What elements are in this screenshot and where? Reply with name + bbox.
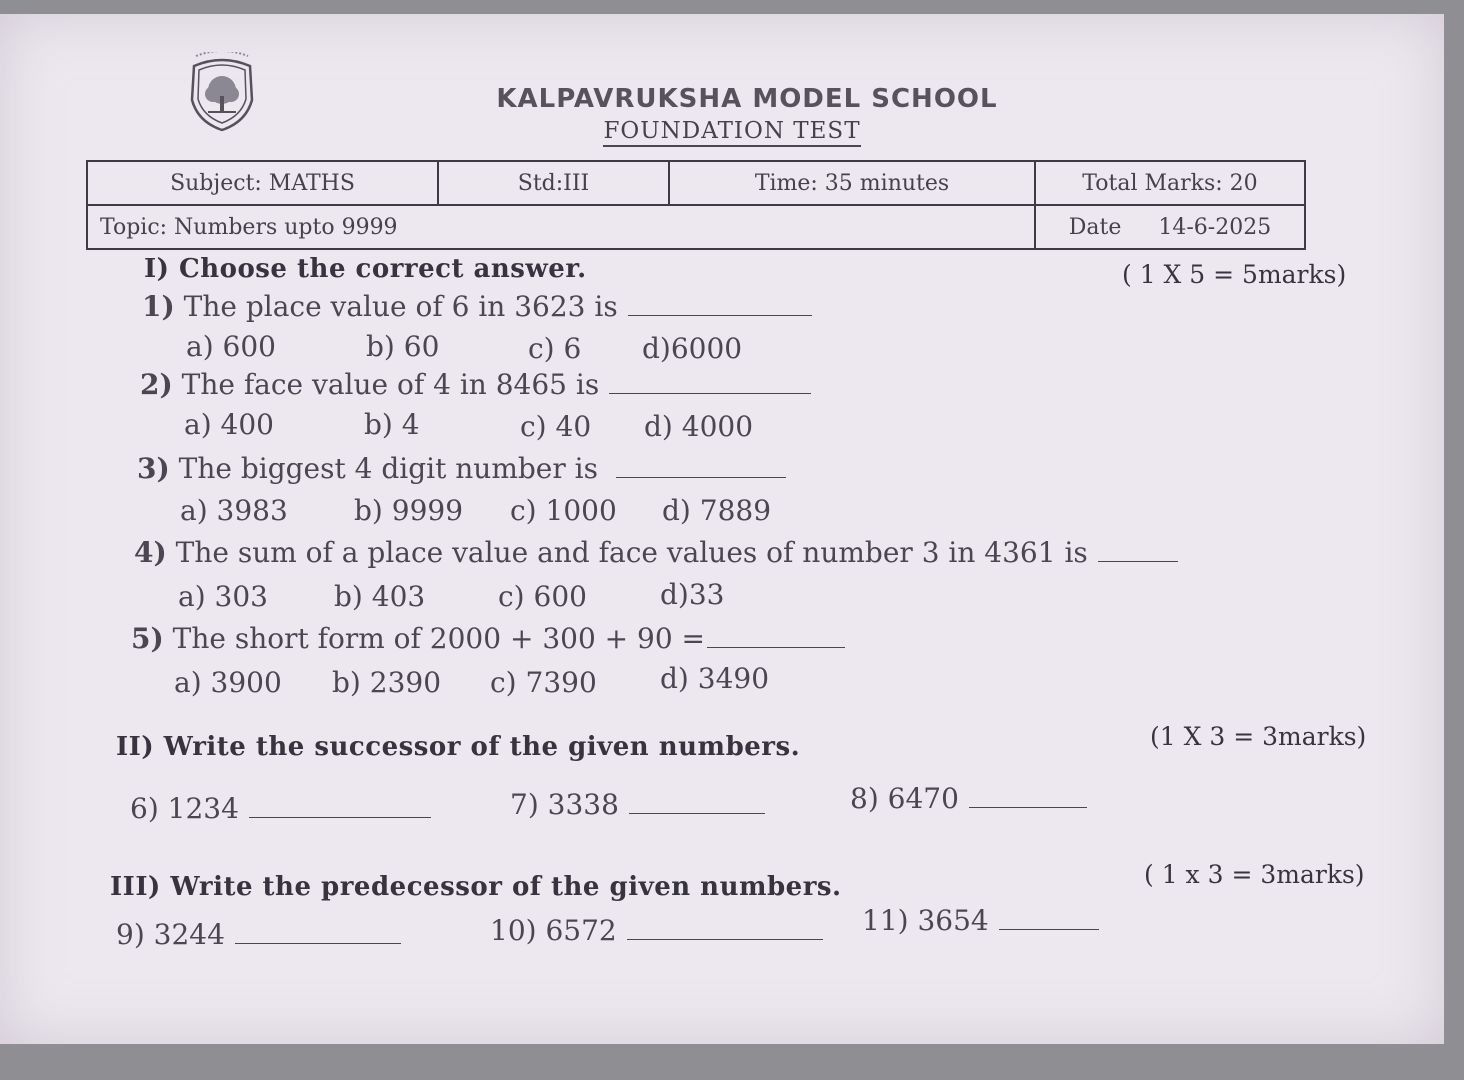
predecessor-item-11: 11) 3654 (862, 904, 1099, 937)
date-label: Date (1068, 214, 1122, 240)
option-5b: b) 2390 (332, 666, 442, 699)
option-1b: b) 60 (366, 330, 440, 363)
option-3a: a) 3983 (180, 494, 288, 527)
answer-blank[interactable] (999, 907, 1099, 930)
answer-blank[interactable] (627, 917, 823, 940)
option-5a: a) 3900 (174, 666, 282, 699)
time-cell: Time: 35 minutes (669, 161, 1035, 205)
section3-title: III) Write the predecessor of the given numbers. (110, 872, 842, 902)
section1-title: I) Choose the correct answer. (144, 254, 587, 284)
option-4b: b) 403 (334, 580, 426, 613)
question-text: The place value of 6 in 3623 is (183, 290, 618, 323)
successor-item-6: 6) 1234 (130, 792, 431, 825)
question-text: The face value of 4 in 8465 is (181, 368, 600, 401)
successor-item-7: 7) 3338 (510, 788, 765, 821)
section1-marks: ( 1 X 5 = 5marks) (1122, 260, 1347, 289)
answer-blank[interactable] (609, 371, 811, 394)
school-name: KALPAVRUKSHA MODEL SCHOOL (496, 84, 998, 114)
answer-blank[interactable] (616, 455, 786, 478)
option-2c: c) 40 (520, 410, 592, 443)
option-3c: c) 1000 (510, 494, 617, 527)
option-4d: d)33 (660, 578, 725, 611)
subject-cell: Subject: MATHS (87, 161, 438, 205)
question-number: 3) (137, 452, 170, 485)
answer-blank[interactable] (969, 785, 1087, 808)
question-text: The sum of a place value and face values of number 3 in 4361 is (175, 536, 1088, 569)
date-value: 14-6-2025 (1158, 214, 1272, 240)
question-number: 2) (140, 368, 173, 401)
question-1 (142, 290, 812, 323)
successor-item-8: 8) 6470 (850, 782, 1087, 815)
date-cell (1035, 205, 1305, 249)
question-text: The short form of 2000 + 300 + 90 = (172, 622, 706, 655)
question-2 (140, 368, 811, 401)
answer-blank[interactable] (629, 791, 765, 814)
option-2a: a) 400 (184, 408, 274, 441)
option-3b: b) 9999 (354, 494, 464, 527)
test-title: FOUNDATION TEST (0, 118, 1464, 144)
section3-marks: ( 1 x 3 = 3marks) (1144, 860, 1365, 889)
option-2d: d) 4000 (644, 410, 754, 443)
option-1d: d)6000 (642, 332, 743, 365)
question-5 (131, 622, 845, 655)
answer-blank[interactable] (235, 921, 401, 944)
option-4c: c) 600 (498, 580, 587, 613)
section2-title: II) Write the successor of the given numbers. (116, 732, 801, 762)
question-text: The biggest 4 digit number is (178, 452, 598, 485)
question-4 (134, 536, 1178, 569)
info-table (86, 160, 1306, 250)
topic-cell: Topic: Numbers upto 9999 (87, 205, 1035, 249)
question-number: 4) (134, 536, 167, 569)
total-marks-cell: Total Marks: 20 (1035, 161, 1305, 205)
predecessor-item-9: 9) 3244 (116, 918, 401, 951)
std-cell: Std:III (438, 161, 669, 205)
question-number: 5) (131, 622, 164, 655)
option-3d: d) 7889 (662, 494, 772, 527)
answer-blank[interactable] (628, 293, 812, 316)
option-5c: c) 7390 (490, 666, 597, 699)
option-4a: a) 303 (178, 580, 268, 613)
predecessor-item-10: 10) 6572 (490, 914, 823, 947)
option-2b: b) 4 (364, 408, 420, 441)
answer-blank[interactable] (249, 795, 431, 818)
option-1a: a) 600 (186, 330, 276, 363)
question-3 (137, 452, 786, 485)
option-1c: c) 6 (528, 332, 582, 365)
answer-blank[interactable] (1098, 539, 1178, 562)
answer-blank[interactable] (707, 625, 845, 648)
question-number: 1) (142, 290, 175, 323)
option-5d: d) 3490 (660, 662, 770, 695)
section2-marks: (1 X 3 = 3marks) (1150, 722, 1367, 751)
